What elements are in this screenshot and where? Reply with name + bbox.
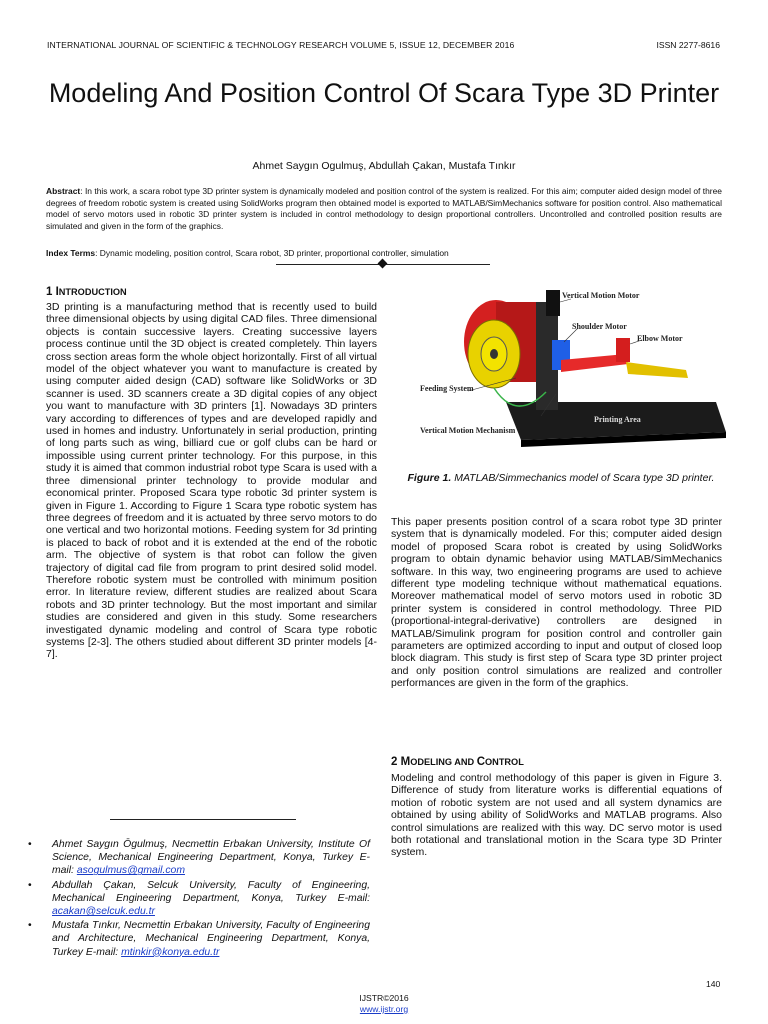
- footer-copyright: IJSTR©2016: [359, 993, 409, 1003]
- modeling-control-body: [391, 772, 722, 859]
- footnote-rule: [110, 819, 296, 820]
- section-1-number: 1: [46, 286, 56, 298]
- figure-1-caption: [396, 472, 726, 485]
- modeling-control-paragraph: Modeling and control methodology of this paper is given in Figure 3. Difference of study from literature works is differential equations of motion of robotic system are not used and all system dynamics are obtained by using ability of SolidWorks and MATLAB programs. Also control simulations are realized with this way. DC servo motor is used both rotational and translational motion in the Scara type 3D Printer system.: [391, 772, 722, 859]
- introduction-body: [46, 301, 377, 661]
- section-1-rest: NTRODUCTION: [58, 287, 127, 297]
- affiliation-item: • Ahmet Saygın Ōgulmuş, Necmettin Erbakan University, Institute Of Science, Mechanical Engineering Department, Konya, Turkey E-mail: asogulmus@gmail.com: [28, 839, 370, 877]
- section-2-heading: 2 MODELING AND CONTROL: [391, 756, 524, 768]
- introduction-paragraph: 3D printing is a manufacturing method that is recently used to build three dimensional objects by using digital CAD files. Three dimensional objects is contain successive layers. Creating successive layers process continue until the 3D object is created completely. Thin layers cross section areas form the whole object horizontally. First of all virtual model of the object whatever you want to manufacture is created by using computer aided design (CAD) software like SolidWorks or 3D scanner is used. 3D scanners create a 3D digital copies of any object you want to manufacture with 3D printers [1]. Nowadays 3D printers vary according to differences of types and are developed rapidly and used in homes and industry. Unfortunately in serial production, printing of long parts such as wing, billiard cue or golf clubs can be hard or impossible using current printer technology. For this purpose, in this study it is aimed that common industrial robot type Scara is used with a three dimensional printer technology to provide modular and economical printer. Proposed Scara type robotic 3d printer system is given in Figure 1. According to Figure 1 Scara type robotic system has three degrees of freedom and it is actuated by three servo motors to do one vertical and two horizontal motions. Feeding system for 3d printing is placed to back of robot and it is extended at the end of the robotic arm. The objective of system is that robot can follow the given trajectory of digital cad file from program to print desired solid model. Therefore robotic system must be controlled with minimum position error. In literature review, different studies are realized about Scara robots and 3D printer technology. But the most important and similar studies are considered and given in this study. Some researchers investigated dynamic modeling and control of Scara type robotic systems [2-3]. The others studied about different 3D printer models [4-7].: [46, 301, 377, 661]
- abstract-text: : In this work, a scara robot type 3D printer system is dynamically modeled and position control of the system is realized. For this aim; computer aided design model of three degrees of freedom robotic system is created using SolidWorks program then obtained model is exported to MATLAB/SimMechanics software for position control. Also mathematical model of servo motors used in robotic 3D printer system is included in control methodology to design proportional controllers. Uncontrolled and controlled position results are simulated and given in the form of the graphics.: [46, 186, 722, 231]
- footer-url: [0, 1004, 768, 1014]
- index-terms-label: Index Terms: [46, 248, 96, 258]
- abstract: [46, 186, 722, 232]
- abstract-label: Abstract: [46, 186, 81, 196]
- issn-header: ISSN 2277-8616: [656, 40, 720, 50]
- page-number: 140: [706, 979, 721, 989]
- section-1-heading: [46, 286, 127, 298]
- journal-url-link[interactable]: www.ijstr.org: [359, 1004, 409, 1014]
- label-printing-area: Printing Area: [594, 415, 641, 424]
- authors: Ahmet Saygın Ogulmuş, Abdullah Çakan, Mustafa Tınkır: [252, 160, 516, 172]
- section-divider: [276, 259, 490, 269]
- forearm: [626, 362, 688, 378]
- journal-header: INTERNATIONAL JOURNAL OF SCIENTIFIC & TECHNOLOGY RESEARCH VOLUME 5, ISSUE 12, DECEMBER 2016: [47, 40, 515, 50]
- index-terms-text: : Dynamic modeling, position control, Scara robot, 3D printer, proportional controller, simulation: [95, 248, 449, 258]
- vertical-motor-block: [546, 290, 560, 316]
- label-feeding-system: Feeding System: [420, 384, 474, 393]
- label-vertical-motion-motor: Vertical Motion Motor: [562, 291, 640, 300]
- figure-1-caption-text: MATLAB/Simmechanics model of Scara type 3D printer.: [451, 472, 715, 484]
- email-link[interactable]: acakan@selcuk.edu.tr: [52, 906, 155, 918]
- figure-1-label: Figure 1.: [407, 472, 452, 484]
- label-vertical-motion-mechanism: Vertical Motion Mechanism: [420, 426, 516, 435]
- email-link[interactable]: asogulmus@gmail.com: [76, 865, 185, 877]
- email-link[interactable]: mtinkir@konya.edu.tr: [121, 946, 220, 958]
- label-shoulder-motor: Shoulder Motor: [572, 322, 627, 331]
- right-column-paragraph: [391, 516, 722, 690]
- affiliation-item: • Abdullah Çakan, Selcuk University, Faculty of Engineering, Mechanical Engineering Department, Konya, Turkey E-mail: acakan@selcuk.edu.tr: [28, 879, 370, 918]
- index-terms: [46, 248, 722, 259]
- paper-summary-paragraph: This paper presents position control of a scara robot type 3D printer system that is dynamically modeled. For this; computer aided design model of proposed Scara robot is created by using SolidWorks program to obtain dynamic behavior using MATLAB/SimMechanics software. In this way, two engineering programs are used to achieve different type modeling technique without mathematical equations. Moreover mathematical model of servo motors used in robotic 3D printer system is considered in control methodology. Three PID (proportional-integral-derivative) controllers are designed in MATLAB/Simulink program for position control and controller gain parameters are optimized according to input and output of closed loop block diagram. This study is first step of Scara type 3D printer project and only position control simulations are realized and controller performances are given in the form of the graphics.: [391, 516, 722, 690]
- author-affiliations: [28, 838, 370, 960]
- scara-printer-figure: [396, 282, 726, 462]
- affiliation-item: • Mustafa Tınkır, Necmettin Erbakan University, Faculty of Engineering and Architecture, Mechanical Engineering Department, Konya, Turkey E-mail: mtinkir@konya.edu.tr: [28, 920, 370, 958]
- section-1-initial: I: [55, 286, 59, 298]
- label-elbow-motor: Elbow Motor: [637, 334, 683, 343]
- page-title: Modeling And Position Control Of Scara Type 3D Printer: [48, 78, 720, 108]
- elbow-motor-block: [616, 338, 630, 362]
